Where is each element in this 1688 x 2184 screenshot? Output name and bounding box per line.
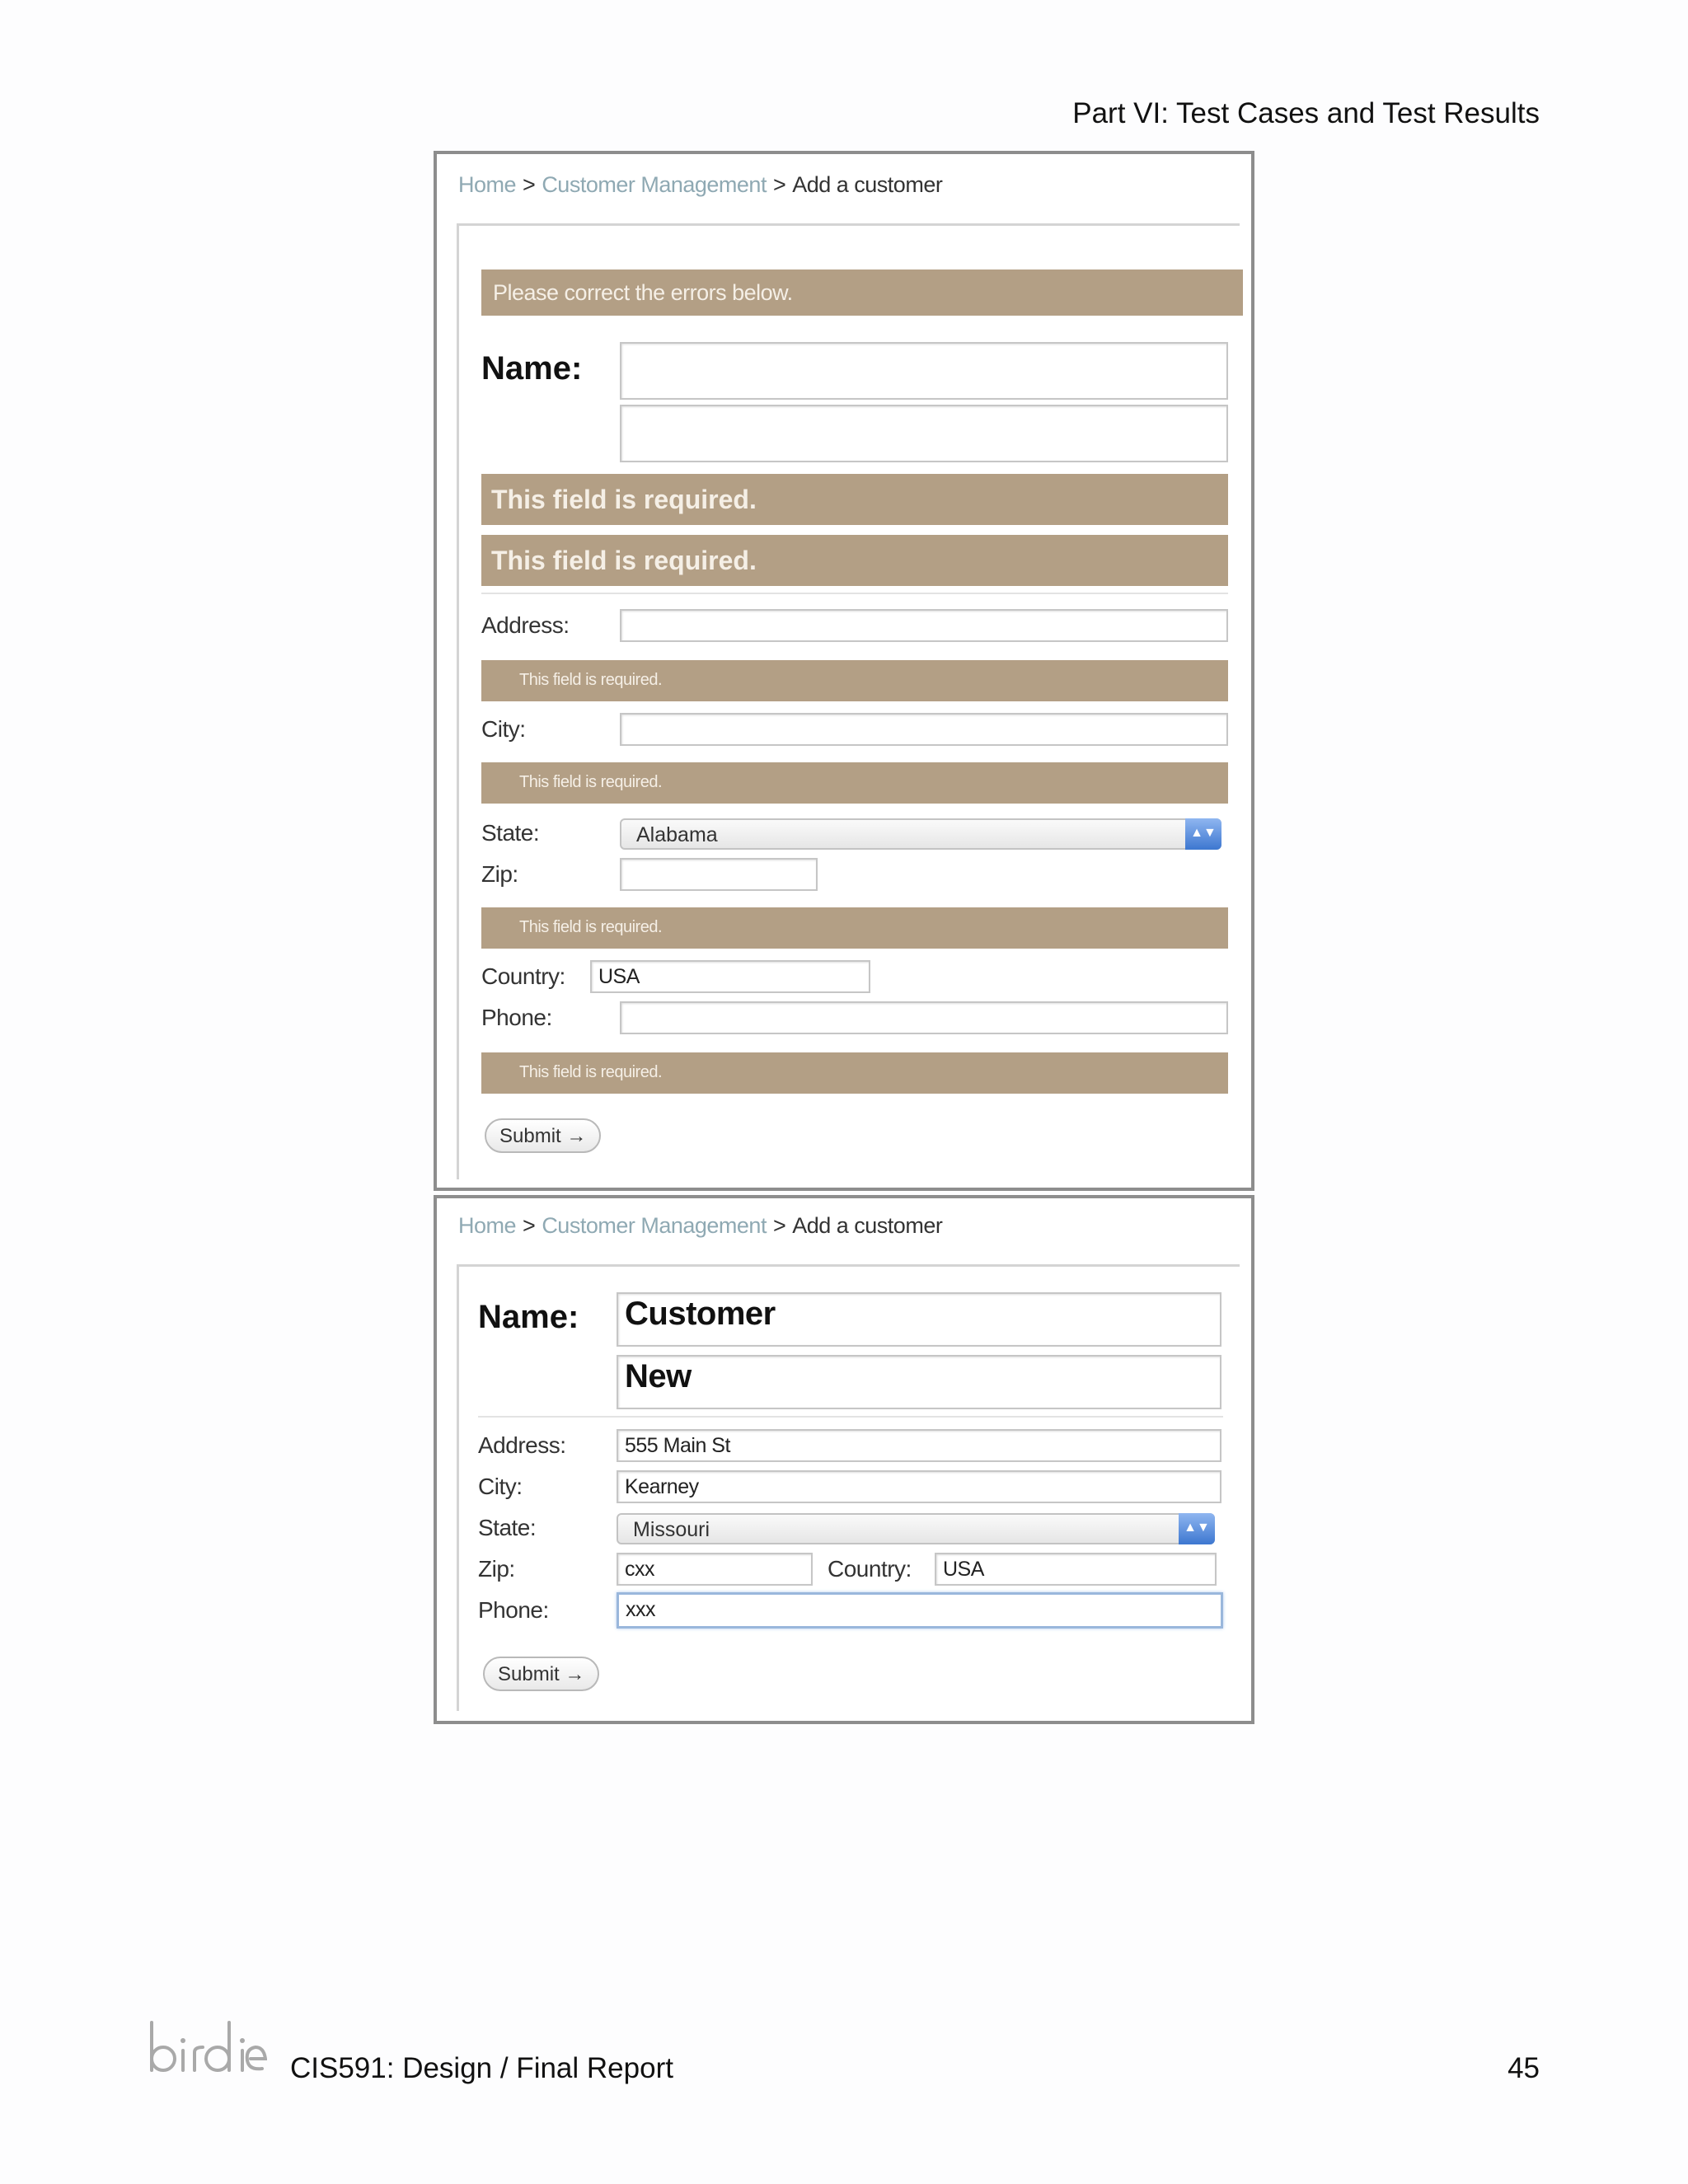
breadcrumb-separator: > xyxy=(772,1213,786,1238)
breadcrumb-home-link[interactable]: Home xyxy=(458,1213,517,1238)
address-input[interactable]: 555 Main St xyxy=(617,1429,1221,1462)
breadcrumb-current: Add a customer xyxy=(792,172,943,197)
breadcrumb-home-link[interactable]: Home xyxy=(458,172,517,197)
address-input[interactable] xyxy=(620,609,1228,642)
page-number: 45 xyxy=(1507,2052,1540,2084)
select-updown-icon: ▲▼ xyxy=(1179,1513,1215,1544)
phone-error: This field is required. xyxy=(481,1052,1228,1094)
phone-label: Phone: xyxy=(481,1005,552,1030)
breadcrumb xyxy=(458,1213,942,1239)
city-input[interactable] xyxy=(620,713,1228,746)
address-label: Address: xyxy=(481,612,570,638)
breadcrumb xyxy=(458,172,942,198)
last-name-input[interactable]: New xyxy=(617,1355,1221,1409)
phone-input[interactable]: xxx xyxy=(617,1592,1223,1629)
zip-label: Zip: xyxy=(481,861,518,887)
zip-input[interactable]: cxx xyxy=(617,1553,813,1586)
state-select-value: Missouri xyxy=(633,1518,710,1541)
first-name-input[interactable]: Customer xyxy=(617,1292,1221,1347)
name-label: Name: xyxy=(478,1299,579,1335)
section-title: Part VI: Test Cases and Test Results xyxy=(1072,97,1540,129)
state-label: State: xyxy=(478,1515,537,1540)
submit-button[interactable]: Submit → xyxy=(483,1657,599,1691)
state-select[interactable] xyxy=(620,818,1221,850)
breadcrumb-customer-management-link[interactable]: Customer Management xyxy=(542,172,767,197)
city-label: City: xyxy=(478,1474,523,1499)
birdie-logo xyxy=(147,2018,267,2077)
country-label: Country: xyxy=(828,1556,912,1582)
address-label: Address: xyxy=(478,1432,566,1458)
screenshot-error-form xyxy=(434,151,1254,1191)
error-banner: Please correct the errors below. xyxy=(481,269,1243,316)
screenshot-filled-form xyxy=(434,1195,1254,1724)
last-name-input[interactable] xyxy=(620,405,1228,462)
country-input[interactable]: USA xyxy=(590,960,870,993)
city-error: This field is required. xyxy=(481,762,1228,804)
zip-label: Zip: xyxy=(478,1556,515,1582)
city-input[interactable]: Kearney xyxy=(617,1470,1221,1503)
select-updown-icon: ▲▼ xyxy=(1185,818,1221,850)
breadcrumb-customer-management-link[interactable]: Customer Management xyxy=(542,1213,767,1238)
state-select-value: Alabama xyxy=(636,823,718,846)
breadcrumb-separator: > xyxy=(772,172,786,197)
name-error-2: This field is required. xyxy=(481,535,1228,586)
address-error: This field is required. xyxy=(481,660,1228,701)
submit-button[interactable]: Submit → xyxy=(485,1118,601,1153)
country-label: Country: xyxy=(481,963,565,989)
state-select[interactable] xyxy=(617,1513,1215,1544)
country-input[interactable]: USA xyxy=(935,1553,1217,1586)
zip-input[interactable] xyxy=(620,858,818,891)
name-error-1: This field is required. xyxy=(481,474,1228,525)
report-title: CIS591: Design / Final Report xyxy=(290,2052,673,2084)
breadcrumb-current: Add a customer xyxy=(792,1213,943,1238)
phone-input[interactable] xyxy=(620,1001,1228,1034)
zip-error: This field is required. xyxy=(481,907,1228,949)
divider xyxy=(481,593,1228,594)
state-label: State: xyxy=(481,820,540,846)
breadcrumb-separator: > xyxy=(523,172,536,197)
phone-label: Phone: xyxy=(478,1597,549,1623)
divider xyxy=(478,1416,1223,1418)
name-label: Name: xyxy=(481,350,583,387)
breadcrumb-separator: > xyxy=(523,1213,536,1238)
city-label: City: xyxy=(481,716,526,742)
first-name-input[interactable] xyxy=(620,342,1228,400)
